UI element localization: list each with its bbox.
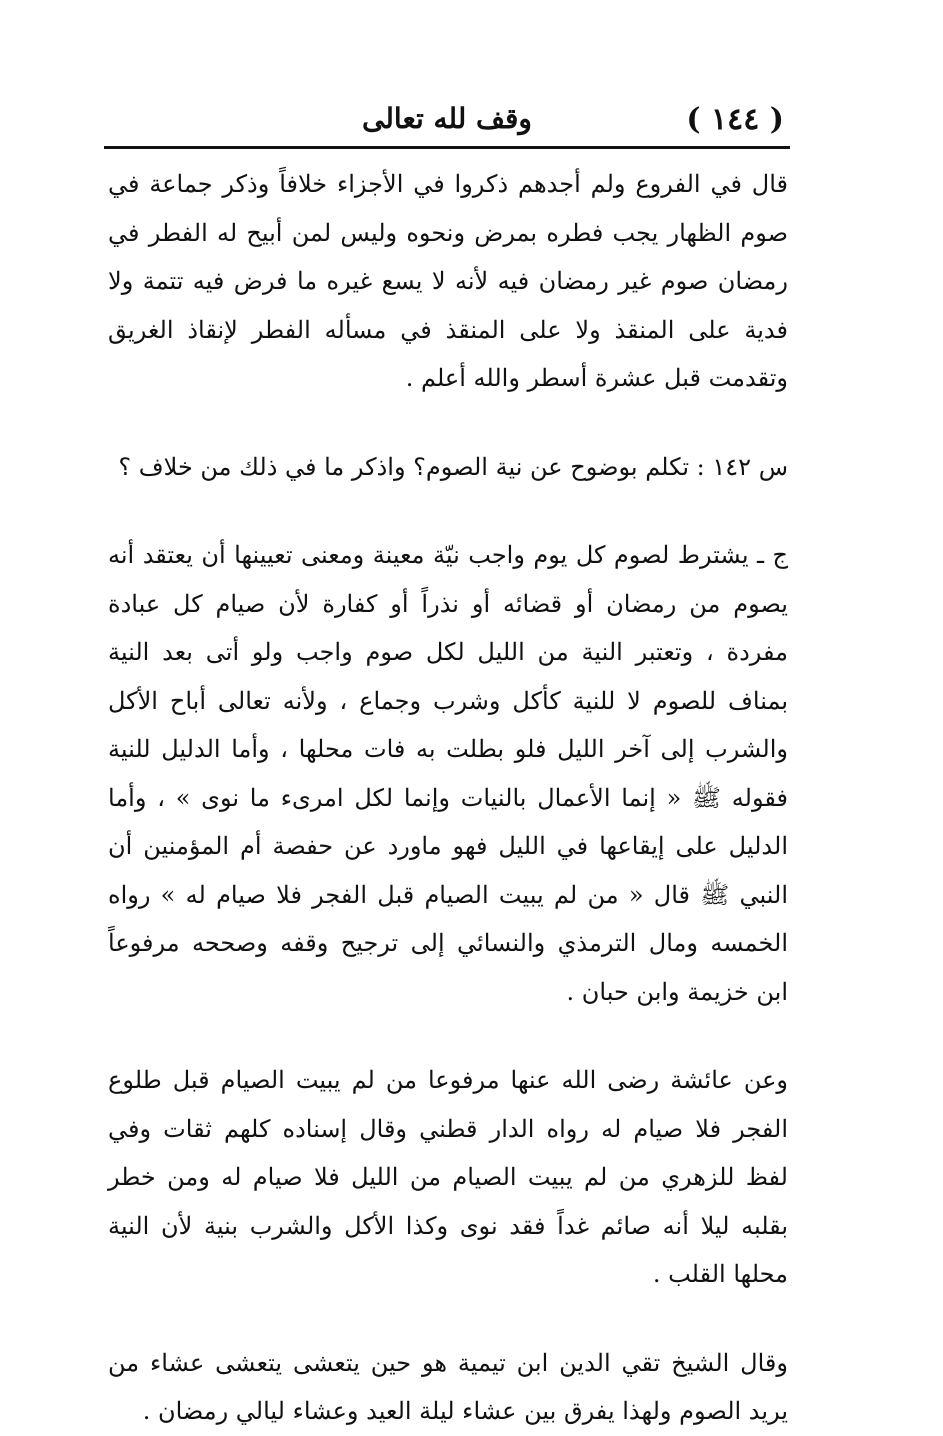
answer-paragraph: ج ـ يشترط لصوم كل يوم واجب نيّة معينة ومعنى تعيينها أن يعتقد أنه يصوم من رمضان أو قضائه أو نذراً أو كفارة لأن صيام كل عبادة مفردة ، وتعتبر النية من الليل لكل صوم واجب ولو أتى بعد النية بمناف للصوم لا للنية كأكل وشرب وجماع ، ولأنه تعالى أباح الأكل والشرب إلى آخر الليل فلو بطلت به فات محلها ، وأما الدليل للنية فقوله ﷺ « إنما الأعمال بالنيات وإنما لكل امرىء ما نوى » ، وأما الدليل على إيقاعها في الليل فهو ماورد عن حفصة أم المؤمنين أن النبي ﷺ قال « من لم يبيت الصيام قبل الفجر فلا صيام له » رواه الخمسه ومال الترمذي والنسائي إلى ترجيح وقفه وصححه مرفوعاً ابن خزيمة وابن حبان . xyxy=(108,541,788,1006)
paragraph-gap xyxy=(108,1016,788,1056)
paragraph-gap xyxy=(108,403,788,443)
body-text xyxy=(108,160,788,1436)
page-header xyxy=(104,92,790,148)
running-title: وقف لله تعالى xyxy=(362,102,532,135)
paragraph-gap xyxy=(108,491,788,531)
ibn-taymiyya-paragraph: وقال الشيخ تقي الدين ابن تيمية هو حين يتعشى يتعشى عشاء من يريد الصوم ولهذا يفرق بين عشاء ليلة العيد وعشاء ليالي رمضان . xyxy=(108,1348,788,1425)
header-divider xyxy=(104,146,790,149)
paragraph-intro: قال في الفروع ولم أجدهم ذكروا في الأجزاء خلافاً وذكر جماعة في صوم الظهار يجب فطره بمرض ونحوه وليس لمن أبيح له الفطر في رمضان صوم غير رمضان فيه لأنه لا يسع غيره ما فرض فيه تتمة ولا فدية على المنقذ ولا على المنقذ في مسأله الفطر لإنقاذ الغريق وتقدمت قبل عشرة أسطر والله أعلم . xyxy=(108,170,789,392)
question-142: س ١٤٢ : تكلم بوضوح عن نية الصوم؟ واذكر ما في ذلك من خلاف ؟ xyxy=(118,452,788,481)
page-number: ( ١٤٤ ) xyxy=(686,102,784,137)
aisha-hadith-paragraph: وعن عائشة رضى الله عنها مرفوعا من لم يبيت الصيام قبل طلوع الفجر فلا صيام له رواه الدار قطني وقال إسناده كلهم ثقات وفي لفظ للزهري من لم يبيت الصيام من الليل فلا صيام له ومن خطر بقلبه ليلا أنه صائم غداً فقد نوى وكذا الأكل والشرب بنية لأن النية محلها القلب . xyxy=(108,1066,788,1288)
paragraph-gap xyxy=(108,1299,788,1339)
